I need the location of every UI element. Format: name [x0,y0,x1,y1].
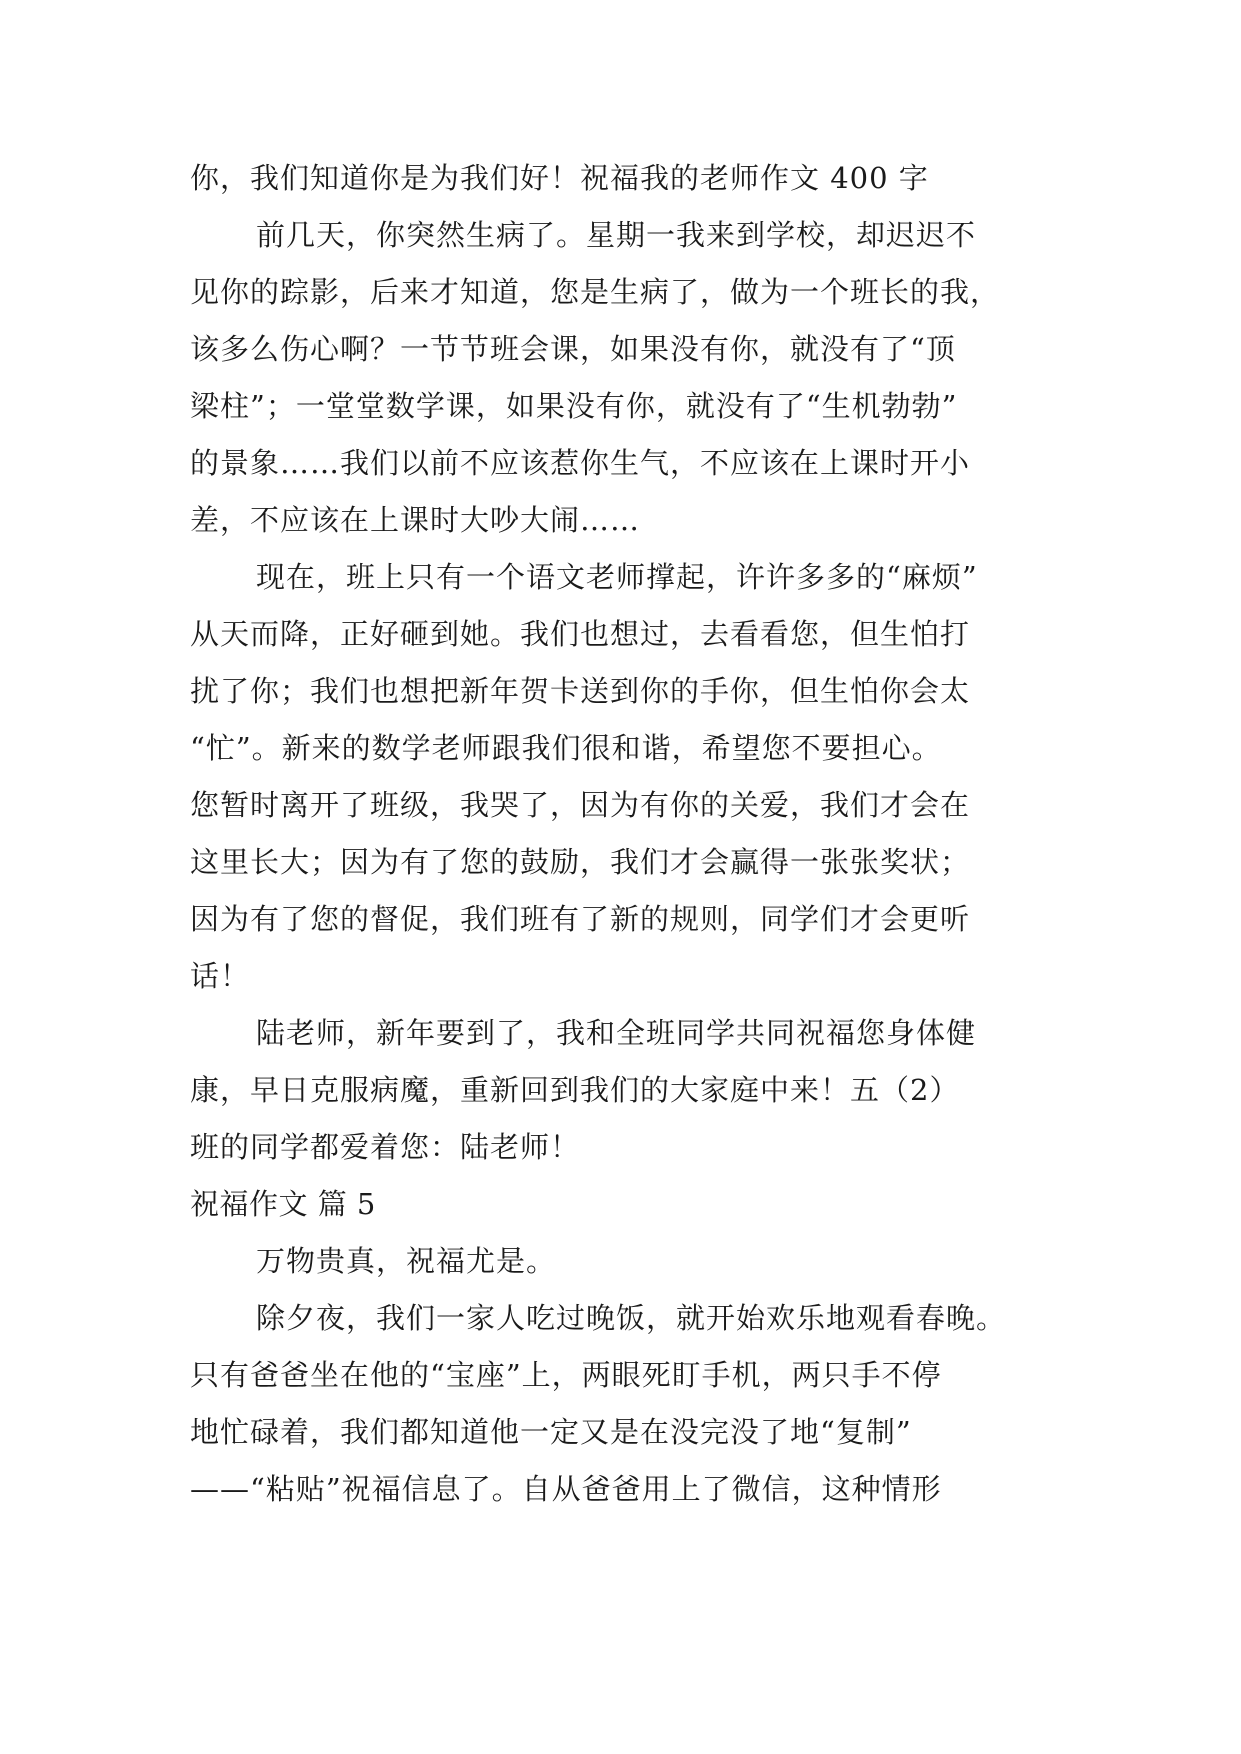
text-line: 康，早日克服病魔，重新回到我们的大家庭中来！五（2） [190,1073,960,1107]
paragraph-start-line: 现在，班上只有一个语文老师撑起，许许多多的“麻烦” [256,560,978,594]
text-line: “忙”。新来的数学老师跟我们很和谐，希望您不要担心。 [190,731,942,765]
text-line: 班的同学都爱着您：陆老师！ [190,1130,581,1164]
text-line: 只有爸爸坐在他的“宝座”上，两眼死盯手机，两只手不停 [190,1358,942,1392]
text-line: 话！ [190,959,251,993]
paragraph-start-line: 陆老师，新年要到了，我和全班同学共同祝福您身体健 [256,1016,977,1050]
text-line: 这里长大；因为有了您的鼓励，我们才会赢得一张张奖状； [190,845,971,879]
text-line: 见你的踪影，后来才知道，您是生病了，做为一个班长的我， [190,275,1001,309]
text-line: 地忙碌着，我们都知道他一定又是在没完没了地“复制” [190,1415,912,1449]
text-line: 的景象……我们以前不应该惹你生气，不应该在上课时开小 [190,446,971,480]
text-line: 因为有了您的督促，我们班有了新的规则，同学们才会更听 [190,902,971,936]
paragraph-start-line: 前几天，你突然生病了。星期一我来到学校，却迟迟不 [256,218,977,252]
text-line: 差，不应该在上课时大吵大闹…… [190,503,641,537]
text-line: 梁柱”；一堂堂数学课，如果没有你，就没有了“生机勃勃” [190,389,958,423]
text-line: 该多么伤心啊？一节节班会课，如果没有你，就没有了“顶 [190,332,956,366]
text-line: 你，我们知道你是为我们好！祝福我的老师作文 400 字 [190,161,929,195]
section-heading: 祝福作文 篇 5 [190,1187,376,1221]
text-line: 从天而降，正好砸到她。我们也想过，去看看您，但生怕打 [190,617,971,651]
text-line: 您暂时离开了班级，我哭了，因为有你的关爱，我们才会在 [190,788,971,822]
text-line: 扰了你；我们也想把新年贺卡送到你的手你，但生怕你会太 [190,674,971,708]
paragraph-start-line: 万物贵真，祝福尤是。 [256,1244,557,1278]
paragraph-start-line: 除夕夜，我们一家人吃过晚饭，就开始欢乐地观看春晚。 [256,1301,1007,1335]
document-page [190,150,1070,1518]
text-line: ——“粘贴”祝福信息了。自从爸爸用上了微信，这种情形 [190,1472,942,1506]
